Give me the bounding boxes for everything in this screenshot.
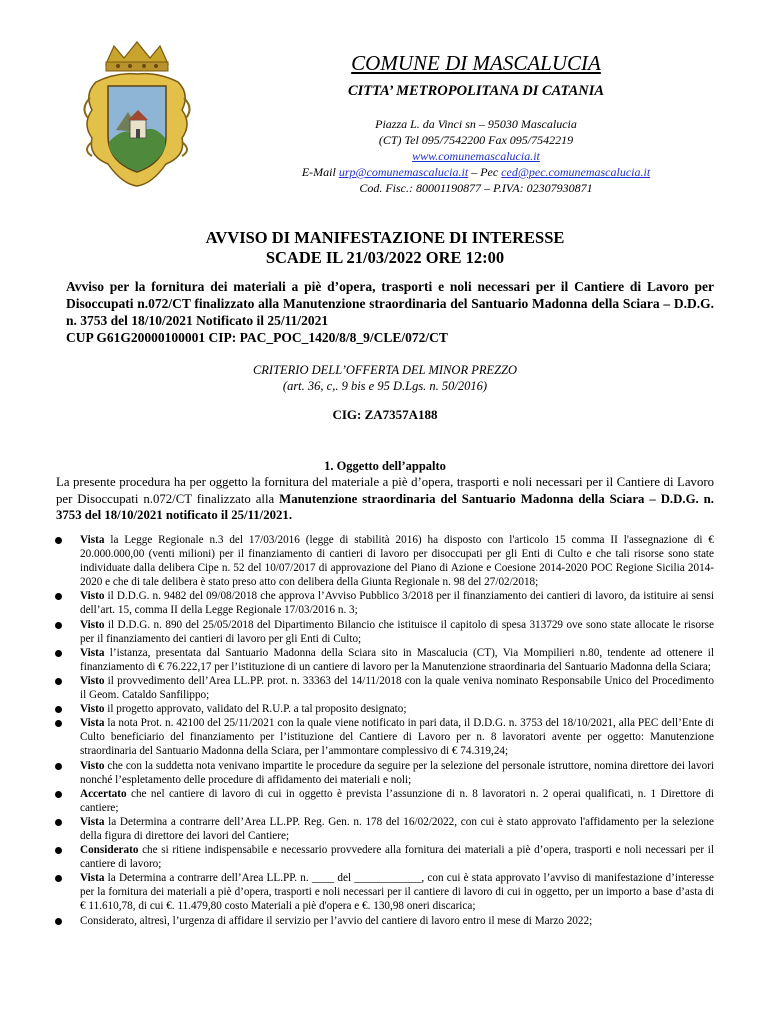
list-item: Considerato che si ritiene indispensabile e necessario provvedere alla fornitura dei materiali a piè d’opera, trasporti e noli necessari per il cantiere di lavoro; (54, 843, 714, 871)
list-item: Vista la Legge Regionale n.3 del 17/03/2016 (legge di stabilità 2016) ha disposto con l'articolo 15 comma II l'assegnazione di € 20.000.000,00 (venti milioni) per il finanziamento di cantieri di lavoro per disoccupati per gli Enti di Culto e che tali risorse sono state individuate dalla delibera Cipe n. 52 del 10/07/2017 di approvazione del Piano di Azione e Coesione 2014-2020 POC Regione Sicilia 2014-2020 e che di tale delibera è stato preso atto con delibera della Giunta Regionale n. 98 del 27/02/2018; (54, 533, 714, 589)
fiscal-codes: Cod. Fisc.: 80001190877 – P.IVA: 02307930871 (359, 181, 593, 195)
list-item: Visto il D.D.G. n. 9482 del 09/08/2018 che approva l’Avviso Pubblico 3/2018 per il finanziamento dei cantieri di lavoro, da istituire ai sensi dell’art. 15, comma II della Legge Regionale 17/03/2016 n. 3; (54, 589, 714, 617)
bullet-icon (55, 875, 62, 882)
bullet-icon (55, 593, 62, 600)
list-item: Accertato che nel cantiere di lavoro di cui in oggetto è prevista l’assunzione di n. 8 lavoratori n. 2 operai qualificati, n. 1 Direttore di cantiere; (54, 787, 714, 815)
website-link[interactable]: www.comunemascalucia.it (412, 149, 540, 163)
bullet-icon (55, 791, 62, 798)
section-paragraph: La presente procedura ha per oggetto la fornitura del materiale a piè d’opera, trasporti e noli necessari per il Cantiere di Lavoro per Disoccupati n.072/CT finalizzato alla Manutenzione straordinaria del Santuario Madonna della Sciara – D.D.G. n. 3753 del 18/10/2021 notificato il 25/11/2021. (56, 475, 714, 522)
criterion-title: CRITERIO DELL’OFFERTA DEL MINOR PREZZO (252, 363, 518, 377)
bullet-icon (55, 847, 62, 854)
criterion-reference: (art. 36, c,. 9 bis e 95 D.Lgs. n. 50/2016) (282, 379, 488, 393)
pec-link[interactable]: ced@pec.comunemascalucia.it (501, 165, 651, 179)
metropolitan-city: CITTA’ METROPOLITANA DI CATANIA (347, 83, 605, 99)
list-item: Vista la nota Prot. n. 42100 del 25/11/2021 con la quale viene notificato in pari data, il D.D.G. n. 3753 del 18/10/2021, alla PEC dell’Ente di Culto beneficiario del finanziamento per l’istituzione del Cantiere di Lavoro per n. 8 lavoratori avente per oggetto: Manutenzione straordinaria del Santuario Madonna della Sciara, per l’ammontare complessivo di € 74.319,24; (54, 716, 714, 758)
list-item: Visto il progetto approvato, validato del R.U.P. a tal proposito designato; (54, 702, 714, 716)
address: Piazza L. da Vinci sn – 95030 Mascalucia (375, 117, 577, 131)
list-item: Visto il provvedimento dell’Area LL.PP. prot. n. 33363 del 14/11/2018 con la quale veniva nominato Responsabile Unico del Procedimento il Geom. Cataldo Sanfilippo; (54, 674, 714, 702)
bullet-icon (55, 650, 62, 657)
list-item: Considerato, altresì, l’urgenza di affidare il servizio per l’avvio del cantiere di lavoro entro il mese di Marzo 2022; (54, 914, 714, 928)
bullet-icon (55, 622, 62, 629)
list-item: Visto il D.D.G. n. 890 del 25/05/2018 del Dipartimento Bilancio che istituisce il capitolo di spesa 313729 ove sono state allocate le risorse per il finanziamento dei cantieri di lavoro per gli Enti di Culto; (54, 618, 714, 646)
section-heading: 1. Oggetto dell’appalto (324, 459, 446, 473)
cup-cip-codes: CUP G61G20000100001 CIP: PAC_POC_1420/8/8_9/CLE/072/CT (66, 330, 448, 345)
coat-of-arms-logo (78, 38, 196, 190)
email-link[interactable]: urp@comunemascalucia.it (338, 165, 469, 179)
municipality-name: COMUNE DI MASCALUCIA (351, 51, 601, 75)
bullet-icon (55, 819, 62, 826)
list-item: Visto che con la suddetta nota venivano impartite le procedure da seguire per la selezione del personale istruttore, nomina direttore dei lavori nonché l’espletamento delle procedure di affidamento dei materiali e noli; (54, 759, 714, 787)
bullet-icon (55, 720, 62, 727)
letterhead (196, 50, 756, 196)
premises-list (54, 533, 714, 928)
list-item: Vista l’istanza, presentata dal Santuario Madonna della Sciara sito in Mascalucia (CT), Via Mompilieri n.80, tendente ad ottenere il finanziamento di € 76.222,17 per l’istituzione di un cantiere di lavoro per la Manutenzione straordinaria del Santuario Madonna della Sciara; (54, 646, 714, 674)
deadline-title: SCADE IL 21/03/2022 ORE 12:00 (265, 248, 505, 267)
intro-paragraph: Avviso per la fornitura dei materiali a piè d’opera, trasporti e noli necessari per il Cantiere di Lavoro per Disoccupati n.072/CT finalizzato alla Manutenzione straordinaria del Santuario Madonna della Sciara – D.D.G. n. 3753 del 18/10/2021 Notificato il 25/11/2021 CUP G61G20000100001 CIP: PAC_POC_1420/8/8_9/CLE/072/CT (66, 279, 714, 345)
notice-title: AVVISO DI MANIFESTAZIONE DI INTERESSE (205, 228, 565, 247)
list-item: Vista la Determina a contrarre dell’Area LL.PP. Reg. Gen. n. 178 del 16/02/2022, con cui è stato approvato l'affidamento per la selezione della figura di direttore dei lavori del Cantiere; (54, 815, 714, 843)
bullet-icon (55, 763, 62, 770)
cig-code: CIG: ZA7357A188 (332, 407, 438, 422)
bullet-icon (55, 678, 62, 685)
bullet-icon (55, 537, 62, 544)
bullet-icon (55, 706, 62, 713)
phone-fax: (CT) Tel 095/7542200 Fax 095/7542219 (378, 133, 574, 147)
list-item: Vista la Determina a contrarre dell’Area LL.PP. n. ____ del ____________, con cui è stata approvato l’avviso di manifestazione d’interesse per la fornitura dei materiali a piè d’opera, trasporti e noli necessari per il cantiere di lavoro di cui in oggetto, per un importo a base d’asta di € 11.610,78, di cui €. 11.479,80 costo Materiali a piè d'opera e €. 130,98 oneri discarica; (54, 871, 714, 913)
bullet-icon (55, 918, 62, 925)
email-line: E-Mail urp@comunemascalucia.it – Pec ced@pec.comunemascalucia.it (301, 165, 651, 179)
